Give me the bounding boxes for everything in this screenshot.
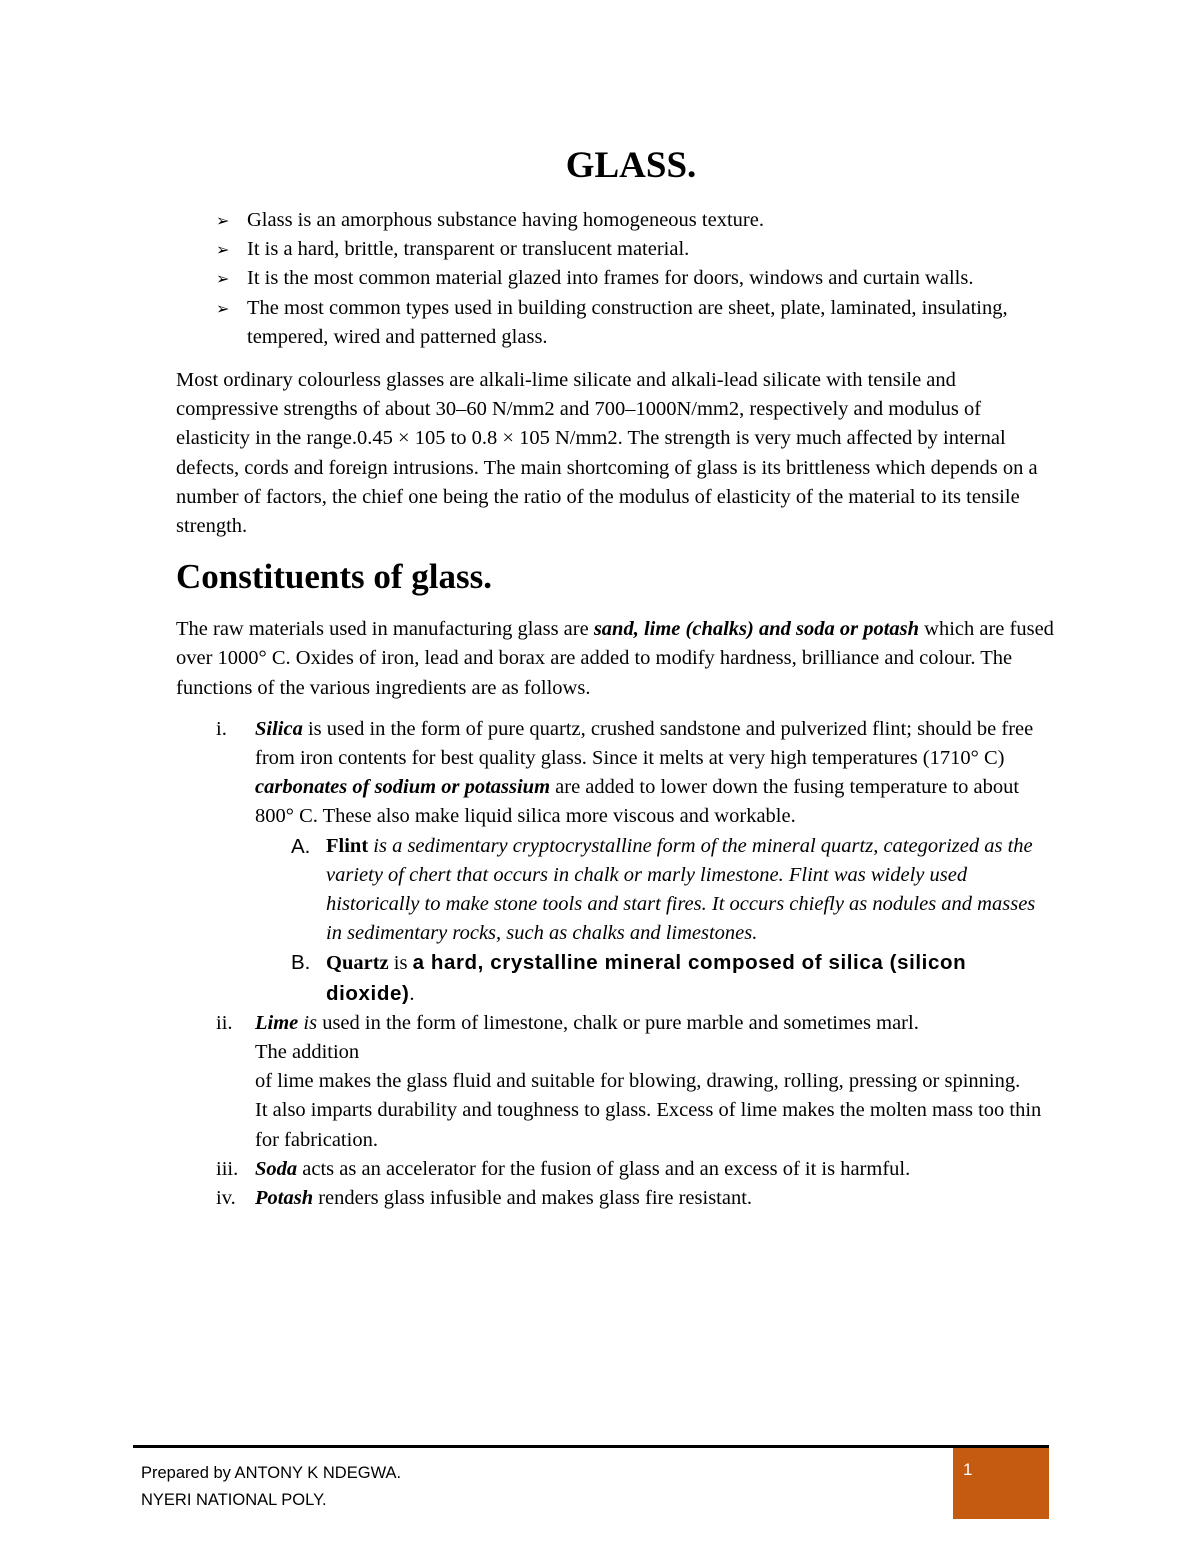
item-text: The addition [255,1041,360,1064]
arrow-bullet-icon: ➢ [216,240,230,260]
footer-divider [133,1445,1049,1448]
list-item-quartz [255,948,1056,1008]
list-number: A. [291,834,311,858]
list-item [176,264,1056,293]
page-number-box [953,1448,1049,1519]
list-number: iv. [216,1187,236,1210]
arrow-bullet-icon: ➢ [216,298,230,318]
list-item-potash [176,1184,1056,1213]
paragraph-text: The raw materials used in manufacturing glass are [176,618,594,641]
term-silica: Silica [255,717,303,740]
paragraph-text: which are fused over 1000° C. Oxides of iron, lead and borax are added to modify hardness, brilliance and colour. The functions of the various ingredients are as follows. [176,618,1054,699]
list-item-lime [176,1009,1056,1155]
page-number: 1 [963,1460,973,1479]
carbonates-emphasis: carbonates of sodium or potassium [255,776,551,799]
list-number: iii. [216,1157,239,1180]
list-number: i. [216,717,227,740]
list-item-silica [176,715,1056,1009]
bullet-text: The most common types used in building construction are sheet, plate, laminated, insulating, tempered, wired and patterned glass. [247,296,1008,348]
item-text: of lime makes the glass fluid and suitable for blowing, drawing, rolling, pressing or spinning. [255,1070,1021,1093]
list-number: B. [291,951,311,975]
footer-institution: NYERI NATIONAL POLY. [141,1491,327,1509]
list-item [176,294,1056,352]
section-heading: Constituents of glass. [176,557,493,597]
item-text: acts as an accelerator for the fusion of glass and an excess of it is harmful. [297,1157,911,1180]
footer-text [141,1460,401,1514]
item-text: 800° C. These also make liquid silica more viscous and workable. [255,805,796,828]
item-text: for fabrication. [255,1128,378,1151]
item-text: It also imparts durability and toughness to glass. Excess of lime makes the molten mass too thin [255,1099,1042,1122]
intro-paragraph: Most ordinary colourless glasses are alkali-lime silicate and alkali-lead silicate with tensile and compressive strengths of about 30–60 N/mm2 and 700–1000N/mm2, respectively and modulus of elasticity in the range.0.45 × 105 to 0.8 × 105 N/mm2. The strength is very much affected by internal defects, cords and foreign intrusions. The main shortcoming of glass is its brittleness which depends on a number of factors, the chief one being the ratio of the modulus of elasticity of the material to its tensile strength. [176,369,1038,538]
footer-author: Prepared by ANTONY K NDEGWA. [141,1464,402,1482]
term-lime: Lime [255,1011,299,1034]
term-flint: Flint [326,834,369,857]
list-item [176,206,1056,235]
raw-materials-emphasis: sand, lime (chalks) and soda or potash [593,618,920,641]
item-text: used in the form of limestone, chalk or pure marble and sometimes marl. [317,1011,919,1034]
arrow-bullet-icon: ➢ [216,269,230,289]
bullet-text: It is a hard, brittle, transparent or translucent material. [247,238,690,261]
item-text: is used in the form of pure quartz, crushed sandstone and pulverized flint; should be free from iron contents for best quality glass. Since it melts at very high temperatures (1710° C) [255,717,1034,770]
page-content [176,140,1056,1213]
silica-sublist [255,832,1056,1009]
item-text: are added to lower down the fusing temperature to about [550,776,1020,799]
list-item [176,235,1056,264]
term-soda: Soda [255,1157,298,1180]
item-text: is [388,952,413,975]
bullet-list [176,206,1056,352]
quartz-definition: a hard, crystalline mineral composed of silica (silicon dioxide) [326,951,967,1005]
list-number: ii. [216,1011,233,1034]
ingredients-list [176,715,1056,1213]
item-text: is [298,1011,318,1034]
list-item-soda [176,1155,1056,1184]
term-potash: Potash [255,1187,314,1210]
raw-materials-paragraph [176,615,1056,703]
list-item-flint [255,832,1056,949]
document-title: GLASS. [565,145,697,186]
term-quartz: Quartz [326,952,389,975]
item-text: is a sedimentary cryptocrystalline form of the mineral quartz, categorized as the variety of chert that occurs in chalk or marly limestone. Flint was widely used historically to make stone tools and start fires. It occurs chiefly as nodules and masses in sedimentary rocks, such as chalks and limestones. [326,834,1036,945]
item-text: . [409,982,415,1005]
bullet-text: Glass is an amorphous substance having homogeneous texture. [247,209,764,231]
item-text: renders glass infusible and makes glass fire resistant. [313,1187,753,1210]
bullet-text: It is the most common material glazed into frames for doors, windows and curtain walls. [247,267,974,290]
arrow-bullet-icon: ➢ [216,211,230,230]
